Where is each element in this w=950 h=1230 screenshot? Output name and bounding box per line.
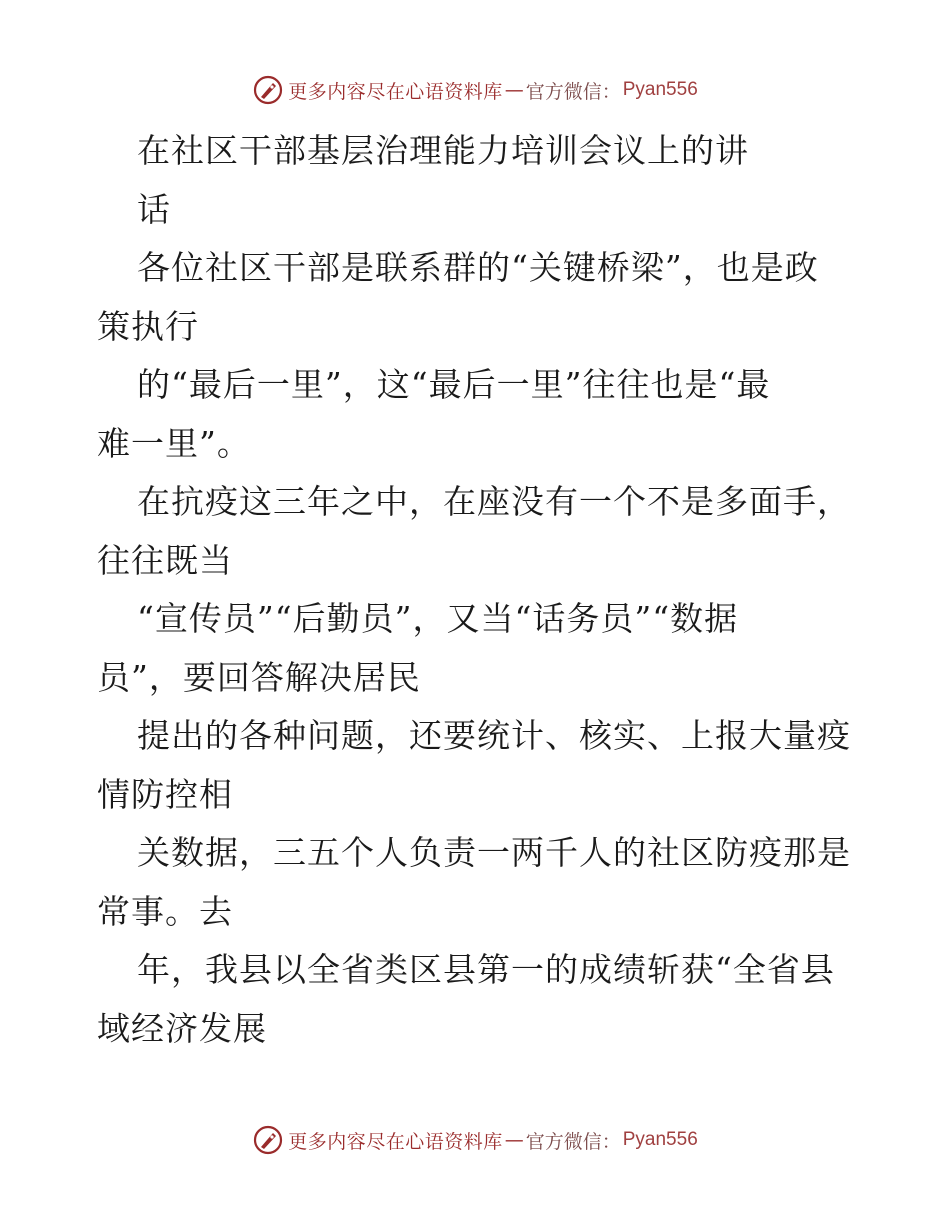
pen-nib-logo-icon	[252, 1124, 284, 1156]
text-line: 各位社区干部是联系群的“关键桥梁”，也是政	[137, 248, 819, 287]
text-line: 话	[137, 189, 171, 229]
banner-label: 官方微信：	[525, 1130, 621, 1153]
text-line: 关数据，三五个人负责一两千人的社区防疫那是	[137, 833, 851, 872]
text-line: 策执行	[97, 306, 199, 346]
banner-text: 更多内容尽在心语资料库	[288, 80, 503, 103]
text-line: 域经济发展	[97, 1008, 267, 1048]
header-watermark-banner	[0, 70, 950, 110]
text-line: 在社区干部基层治理能力培训会议上的讲	[137, 131, 749, 170]
document-body	[97, 122, 857, 1058]
text-line: 的“最后一里”，这“最后一里”往往也是“最	[137, 365, 771, 404]
banner-separator: —	[504, 1129, 524, 1151]
banner-account: Pyan556	[622, 79, 698, 100]
text-line: 在抗疫这三年之中，在座没有一个不是多面手，	[137, 482, 851, 521]
text-line: “宣传员”“后勤员”，又当“话务员”“数据	[137, 599, 739, 638]
banner-account: Pyan556	[622, 1129, 698, 1150]
text-line: 难一里”。	[97, 423, 251, 463]
text-line: 年，我县以全省类区县第一的成绩斩获“全省县	[137, 950, 835, 989]
text-line: 常事。去	[97, 891, 233, 931]
text-line: 情防控相	[97, 774, 233, 814]
banner-separator: —	[504, 79, 524, 101]
text-line: 往往既当	[97, 540, 233, 580]
footer-watermark-banner	[0, 1120, 950, 1160]
text-line: 提出的各种问题，还要统计、核实、上报大量疫	[137, 716, 851, 755]
text-line: 员”，要回答解决居民	[97, 657, 421, 697]
pen-nib-logo-icon	[252, 74, 284, 106]
banner-text: 更多内容尽在心语资料库	[288, 1130, 503, 1153]
banner-label: 官方微信：	[525, 80, 621, 103]
